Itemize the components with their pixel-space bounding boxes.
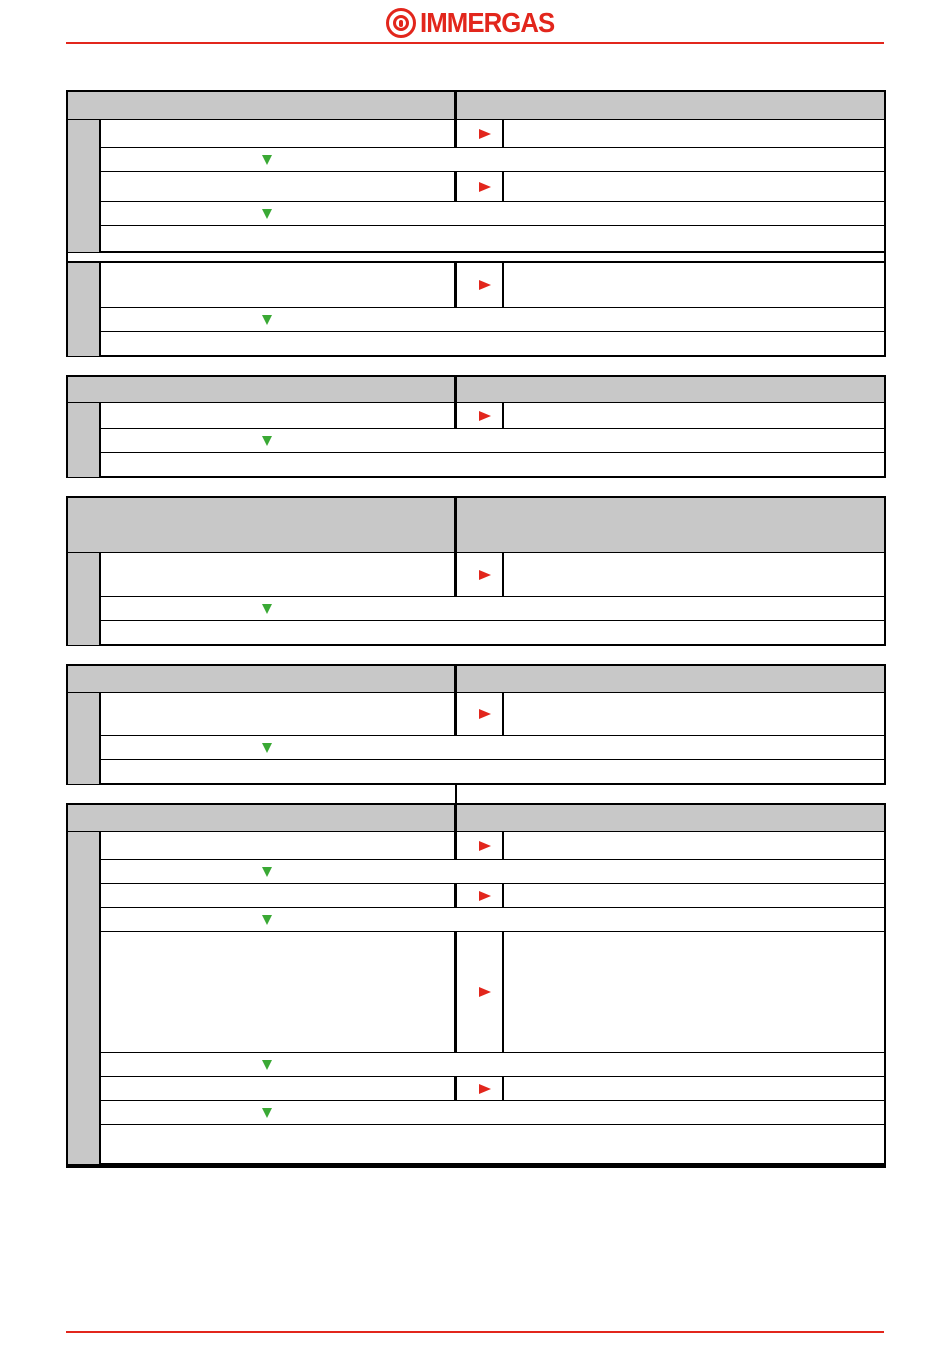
group-side-bar: [68, 553, 99, 645]
table-header-right: [457, 498, 884, 552]
flow-row: [101, 202, 884, 225]
red-right-arrow-icon: [479, 709, 491, 719]
action-cell: [504, 553, 884, 596]
action-cell: [504, 932, 884, 1052]
table-connector: [455, 785, 457, 803]
cause-cell: [101, 553, 454, 596]
green-down-arrow-icon: [262, 1108, 272, 1118]
green-down-arrow-icon: [262, 155, 272, 165]
group-side-bar: [68, 693, 99, 784]
flow-row: [101, 1101, 884, 1124]
green-down-arrow-icon: [262, 1060, 272, 1070]
action-cell: [504, 263, 884, 307]
cause-cell: [101, 693, 454, 735]
action-cell: [504, 884, 884, 907]
action-cell: [504, 693, 884, 735]
flow-row: [101, 1053, 884, 1076]
table-header-right: [457, 666, 884, 692]
table-header-left: [68, 666, 454, 692]
green-down-arrow-icon: [262, 604, 272, 614]
green-down-arrow-icon: [262, 209, 272, 219]
cause-cell: [101, 832, 454, 859]
action-cell: [504, 832, 884, 859]
group-side-bar: [68, 403, 99, 477]
cause-cell: [101, 172, 454, 201]
cause-cell: [101, 884, 454, 907]
action-cell: [504, 120, 884, 147]
table-header-left: [68, 92, 454, 119]
group-side-bar: [68, 832, 99, 1164]
green-down-arrow-icon: [262, 743, 272, 753]
red-right-arrow-icon: [479, 841, 491, 851]
green-down-arrow-icon: [262, 315, 272, 325]
flow-row: [101, 860, 884, 883]
result-row: [101, 760, 884, 783]
table-header-right: [457, 377, 884, 402]
table-header-left: [68, 805, 454, 831]
flow-row: [101, 908, 884, 931]
green-down-arrow-icon: [262, 915, 272, 925]
result-row: [101, 453, 884, 476]
header-rule: [66, 42, 884, 44]
group-side-bar: [68, 120, 99, 252]
red-right-arrow-icon: [479, 280, 491, 290]
brand-name: IMMERGAS: [420, 7, 555, 38]
flow-row: [101, 597, 884, 620]
red-right-arrow-icon: [479, 129, 491, 139]
table-header-left: [68, 377, 454, 402]
action-cell: [504, 1077, 884, 1100]
group-side-bar: [68, 263, 99, 356]
brand-logo: [386, 6, 566, 40]
cause-cell: [101, 1077, 454, 1100]
flow-row: [101, 148, 884, 171]
red-right-arrow-icon: [479, 570, 491, 580]
result-row: [101, 1125, 884, 1163]
red-right-arrow-icon: [479, 411, 491, 421]
result-row: [101, 332, 884, 355]
immergas-flame-logo-icon: [386, 8, 416, 38]
table-header-right: [457, 805, 884, 831]
result-row: [101, 621, 884, 644]
red-right-arrow-icon: [479, 182, 491, 192]
green-down-arrow-icon: [262, 436, 272, 446]
green-down-arrow-icon: [262, 867, 272, 877]
cause-cell: [101, 403, 454, 428]
red-right-arrow-icon: [479, 1084, 491, 1094]
cause-cell: [101, 120, 454, 147]
cause-cell: [101, 932, 454, 1052]
red-right-arrow-icon: [479, 891, 491, 901]
cause-cell: [101, 263, 454, 307]
red-right-arrow-icon: [479, 987, 491, 997]
flow-row: [101, 736, 884, 759]
action-cell: [504, 403, 884, 428]
footer-rule: [66, 1331, 884, 1333]
result-row: [101, 226, 884, 251]
flow-row: [101, 429, 884, 452]
flow-row: [101, 308, 884, 331]
table-header-left: [68, 498, 454, 552]
table-header-right: [457, 92, 884, 119]
group-separator: [68, 253, 884, 261]
action-cell: [504, 172, 884, 201]
